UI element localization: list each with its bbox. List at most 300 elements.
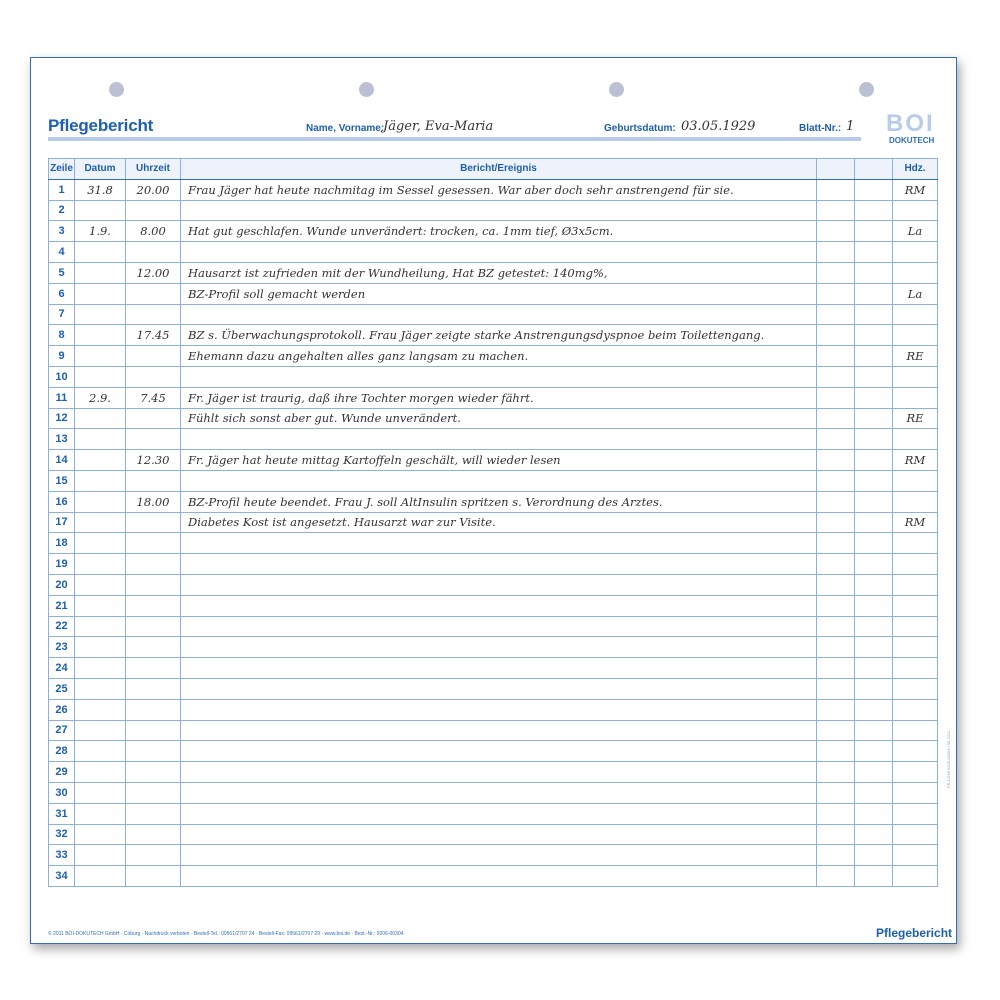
datum-cell <box>75 616 126 637</box>
punch-hole <box>609 82 624 97</box>
uhrzeit-cell: 17.45 <box>126 325 181 346</box>
bericht-cell <box>181 824 817 845</box>
zeile-cell: 22 <box>49 616 75 637</box>
extra-cell <box>817 720 855 741</box>
zeile-cell: 17 <box>49 512 75 533</box>
zeile-cell: 16 <box>49 491 75 512</box>
extra-cell <box>855 782 893 803</box>
vertical-print-code: PB-1/34B 9206-00304 / 09.2011 <box>946 730 951 788</box>
hdz-cell: La <box>893 283 938 304</box>
bericht-cell: Hausarzt ist zufrieden mit der Wundheilung, Hat BZ getestet: 140mg%, <box>181 262 817 283</box>
table-row <box>49 450 938 471</box>
uhrzeit-cell <box>126 699 181 720</box>
datum-cell: 31.8 <box>75 179 126 200</box>
uhrzeit-cell <box>126 845 181 866</box>
hdz-cell <box>893 782 938 803</box>
extra-cell <box>817 699 855 720</box>
logo-sub-text: DOKUTECH <box>889 136 935 145</box>
bericht-cell <box>181 637 817 658</box>
extra-cell <box>817 658 855 679</box>
table-row <box>49 304 938 325</box>
bericht-cell: Fr. Jäger ist traurig, daß ihre Tochter morgen wieder fährt. <box>181 387 817 408</box>
bericht-cell: BZ s. Überwachungsprotokoll. Frau Jäger zeigte starke Anstrengungsdyspnoe beim Toilettengang. <box>181 325 817 346</box>
uhrzeit-cell <box>126 470 181 491</box>
extra-cell <box>817 429 855 450</box>
datum-cell <box>75 678 126 699</box>
table-header-row <box>49 159 938 180</box>
uhrzeit-cell: 8.00 <box>126 221 181 242</box>
bericht-cell <box>181 720 817 741</box>
uhrzeit-cell: 12.30 <box>126 450 181 471</box>
table-row <box>49 408 938 429</box>
hdz-cell <box>893 803 938 824</box>
hdz-cell <box>893 678 938 699</box>
datum-cell <box>75 574 126 595</box>
extra-cell <box>855 554 893 575</box>
zeile-cell: 29 <box>49 762 75 783</box>
extra-cell <box>817 200 855 221</box>
extra-cell <box>855 762 893 783</box>
extra-cell <box>817 616 855 637</box>
uhrzeit-cell <box>126 304 181 325</box>
bericht-cell: BZ-Profil heute beendet. Frau J. soll AltInsulin spritzen s. Verordnung des Arztes. <box>181 491 817 512</box>
zeile-cell: 8 <box>49 325 75 346</box>
bericht-cell <box>181 699 817 720</box>
datum-cell <box>75 346 126 367</box>
uhrzeit-cell: 12.00 <box>126 262 181 283</box>
table-row <box>49 741 938 762</box>
extra-cell <box>817 866 855 887</box>
datum-cell <box>75 720 126 741</box>
datum-cell <box>75 512 126 533</box>
zeile-cell: 2 <box>49 200 75 221</box>
zeile-cell: 7 <box>49 304 75 325</box>
table-row <box>49 866 938 887</box>
header-band <box>48 137 861 141</box>
datum-cell <box>75 699 126 720</box>
datum-cell <box>75 429 126 450</box>
datum-cell <box>75 242 126 263</box>
hdz-cell <box>893 554 938 575</box>
extra-cell <box>817 762 855 783</box>
zeile-cell: 20 <box>49 574 75 595</box>
hdz-cell <box>893 866 938 887</box>
extra-cell <box>817 637 855 658</box>
boi-logo <box>886 112 946 148</box>
name-value: Jäger, Eva-Maria <box>383 119 494 134</box>
table-row <box>49 637 938 658</box>
extra-cell <box>817 408 855 429</box>
hdz-cell <box>893 845 938 866</box>
zeile-cell: 4 <box>49 242 75 263</box>
uhrzeit-cell <box>126 366 181 387</box>
bericht-cell <box>181 595 817 616</box>
uhrzeit-cell <box>126 595 181 616</box>
table-row <box>49 762 938 783</box>
uhrzeit-cell <box>126 283 181 304</box>
datum-cell: 2.9. <box>75 387 126 408</box>
extra-cell <box>855 845 893 866</box>
extra-cell <box>855 658 893 679</box>
datum-cell <box>75 866 126 887</box>
extra-cell <box>855 450 893 471</box>
zeile-cell: 30 <box>49 782 75 803</box>
table-row <box>49 429 938 450</box>
hdz-cell <box>893 658 938 679</box>
hdz-cell <box>893 824 938 845</box>
extra-cell <box>855 325 893 346</box>
uhrzeit-cell <box>126 574 181 595</box>
datum-cell <box>75 262 126 283</box>
extra-cell <box>855 720 893 741</box>
extra-cell <box>855 221 893 242</box>
table-row <box>49 470 938 491</box>
punch-hole <box>859 82 874 97</box>
hdz-cell <box>893 595 938 616</box>
extra-cell <box>855 741 893 762</box>
bericht-cell: Frau Jäger hat heute nachmitag im Sessel gesessen. War aber doch sehr anstrengend für sie. <box>181 179 817 200</box>
datum-cell <box>75 533 126 554</box>
hdz-cell: RM <box>893 512 938 533</box>
extra-cell <box>855 512 893 533</box>
extra-cell <box>817 262 855 283</box>
extra-cell <box>817 179 855 200</box>
extra-cell <box>817 387 855 408</box>
logo-main-text: BOI <box>886 110 935 137</box>
uhrzeit-cell <box>126 346 181 367</box>
col-header-zeile: Zeile <box>49 159 75 180</box>
table-row <box>49 595 938 616</box>
datum-cell <box>75 325 126 346</box>
datum-cell <box>75 366 126 387</box>
zeile-cell: 12 <box>49 408 75 429</box>
sheet-number-value: 1 <box>846 119 855 134</box>
zeile-cell: 27 <box>49 720 75 741</box>
extra-cell <box>817 470 855 491</box>
hdz-cell <box>893 262 938 283</box>
datum-cell <box>75 408 126 429</box>
zeile-cell: 6 <box>49 283 75 304</box>
uhrzeit-cell: 20.00 <box>126 179 181 200</box>
extra-cell <box>817 283 855 304</box>
table-row <box>49 262 938 283</box>
table-row <box>49 824 938 845</box>
extra-cell <box>817 678 855 699</box>
table-row <box>49 491 938 512</box>
zeile-cell: 31 <box>49 803 75 824</box>
extra-cell <box>817 741 855 762</box>
bericht-cell <box>181 366 817 387</box>
extra-cell <box>817 803 855 824</box>
extra-cell <box>817 554 855 575</box>
punch-hole <box>359 82 374 97</box>
uhrzeit-cell <box>126 637 181 658</box>
datum-cell <box>75 845 126 866</box>
table-row <box>49 574 938 595</box>
uhrzeit-cell <box>126 678 181 699</box>
col-header-extra2 <box>855 159 893 180</box>
uhrzeit-cell <box>126 782 181 803</box>
datum-cell <box>75 741 126 762</box>
hdz-cell <box>893 387 938 408</box>
datum-cell <box>75 803 126 824</box>
hdz-cell <box>893 616 938 637</box>
zeile-cell: 32 <box>49 824 75 845</box>
bericht-cell <box>181 200 817 221</box>
bericht-cell <box>181 242 817 263</box>
datum-cell: 1.9. <box>75 221 126 242</box>
datum-cell <box>75 595 126 616</box>
zeile-cell: 19 <box>49 554 75 575</box>
bericht-cell <box>181 782 817 803</box>
extra-cell <box>817 304 855 325</box>
hdz-cell <box>893 200 938 221</box>
zeile-cell: 21 <box>49 595 75 616</box>
hdz-cell <box>893 325 938 346</box>
uhrzeit-cell <box>126 762 181 783</box>
extra-cell <box>855 533 893 554</box>
extra-cell <box>855 470 893 491</box>
pflegebericht-sheet <box>30 57 957 944</box>
table-row <box>49 200 938 221</box>
extra-cell <box>855 616 893 637</box>
table-row <box>49 720 938 741</box>
col-header-hdz: Hdz. <box>893 159 938 180</box>
extra-cell <box>855 242 893 263</box>
zeile-cell: 13 <box>49 429 75 450</box>
uhrzeit-cell <box>126 616 181 637</box>
table-row <box>49 283 938 304</box>
hdz-cell: RM <box>893 450 938 471</box>
extra-cell <box>855 699 893 720</box>
extra-cell <box>855 262 893 283</box>
hdz-cell <box>893 429 938 450</box>
uhrzeit-cell: 18.00 <box>126 491 181 512</box>
footer-title: Pflegebericht <box>876 926 953 940</box>
bericht-cell <box>181 866 817 887</box>
zeile-cell: 10 <box>49 366 75 387</box>
table-row <box>49 533 938 554</box>
extra-cell <box>817 512 855 533</box>
bericht-cell: Hat gut geschlafen. Wunde unverändert: trocken, ca. 1mm tief, Ø3x5cm. <box>181 221 817 242</box>
extra-cell <box>817 491 855 512</box>
datum-cell <box>75 470 126 491</box>
extra-cell <box>817 450 855 471</box>
hdz-cell <box>893 699 938 720</box>
datum-cell <box>75 283 126 304</box>
bericht-cell <box>181 574 817 595</box>
bericht-cell: Fr. Jäger hat heute mittag Kartoffeln geschält, will wieder lesen <box>181 450 817 471</box>
extra-cell <box>855 866 893 887</box>
uhrzeit-cell <box>126 658 181 679</box>
footer-copyright: © 2011 BOI-DOKUTECH GmbH · Coburg · Nachdruck verboten · Bestell-Tel.: 09561/2707 24 · Bestell-Fax: 09561/2707 29 · www.boi.de · Best.-Nr.: 9206-00304 <box>48 931 404 937</box>
hdz-cell <box>893 741 938 762</box>
extra-cell <box>855 179 893 200</box>
uhrzeit-cell <box>126 554 181 575</box>
hdz-cell: RM <box>893 179 938 200</box>
bericht-cell: Diabetes Kost ist angesetzt. Hausarzt war zur Visite. <box>181 512 817 533</box>
uhrzeit-cell <box>126 429 181 450</box>
datum-cell <box>75 200 126 221</box>
table-row <box>49 616 938 637</box>
extra-cell <box>855 429 893 450</box>
extra-cell <box>855 283 893 304</box>
datum-cell <box>75 762 126 783</box>
datum-cell <box>75 637 126 658</box>
hdz-cell <box>893 637 938 658</box>
extra-cell <box>817 346 855 367</box>
bericht-cell <box>181 678 817 699</box>
bericht-cell <box>181 533 817 554</box>
extra-cell <box>855 346 893 367</box>
extra-cell <box>817 574 855 595</box>
bericht-cell <box>181 762 817 783</box>
table-row <box>49 658 938 679</box>
hdz-cell <box>893 574 938 595</box>
extra-cell <box>855 200 893 221</box>
table-row <box>49 678 938 699</box>
bericht-cell: BZ-Profil soll gemacht werden <box>181 283 817 304</box>
table-row <box>49 179 938 200</box>
bericht-cell <box>181 470 817 491</box>
bericht-cell <box>181 554 817 575</box>
extra-cell <box>855 678 893 699</box>
extra-cell <box>855 803 893 824</box>
table-row <box>49 803 938 824</box>
table-row <box>49 346 938 367</box>
extra-cell <box>855 304 893 325</box>
table-row <box>49 387 938 408</box>
zeile-cell: 33 <box>49 845 75 866</box>
bericht-cell <box>181 616 817 637</box>
col-header-datum: Datum <box>75 159 126 180</box>
table-row <box>49 366 938 387</box>
extra-cell <box>817 845 855 866</box>
uhrzeit-cell <box>126 200 181 221</box>
punch-hole <box>109 82 124 97</box>
table-row <box>49 221 938 242</box>
extra-cell <box>817 595 855 616</box>
bericht-cell: Ehemann dazu angehalten alles ganz langsam zu machen. <box>181 346 817 367</box>
birth-label: Geburtsdatum: <box>604 123 676 134</box>
extra-cell <box>855 408 893 429</box>
hdz-cell <box>893 242 938 263</box>
zeile-cell: 23 <box>49 637 75 658</box>
table-row <box>49 554 938 575</box>
zeile-cell: 24 <box>49 658 75 679</box>
uhrzeit-cell <box>126 512 181 533</box>
table-row <box>49 845 938 866</box>
hdz-cell <box>893 366 938 387</box>
extra-cell <box>817 325 855 346</box>
col-header-bericht: Bericht/Ereignis <box>181 159 817 180</box>
uhrzeit-cell <box>126 408 181 429</box>
hdz-cell: RE <box>893 408 938 429</box>
hdz-cell <box>893 720 938 741</box>
extra-cell <box>817 242 855 263</box>
datum-cell <box>75 824 126 845</box>
extra-cell <box>855 491 893 512</box>
extra-cell <box>855 595 893 616</box>
zeile-cell: 15 <box>49 470 75 491</box>
name-label: Name, Vorname: <box>306 123 385 134</box>
extra-cell <box>817 221 855 242</box>
zeile-cell: 9 <box>49 346 75 367</box>
zeile-cell: 11 <box>49 387 75 408</box>
bericht-cell <box>181 803 817 824</box>
uhrzeit-cell <box>126 741 181 762</box>
extra-cell <box>855 637 893 658</box>
datum-cell <box>75 658 126 679</box>
datum-cell <box>75 491 126 512</box>
uhrzeit-cell <box>126 866 181 887</box>
zeile-cell: 1 <box>49 179 75 200</box>
col-header-uhrzeit: Uhrzeit <box>126 159 181 180</box>
extra-cell <box>855 387 893 408</box>
hdz-cell: RE <box>893 346 938 367</box>
table-row <box>49 512 938 533</box>
datum-cell <box>75 782 126 803</box>
extra-cell <box>855 574 893 595</box>
bericht-cell <box>181 845 817 866</box>
hdz-cell <box>893 470 938 491</box>
bericht-cell <box>181 741 817 762</box>
zeile-cell: 28 <box>49 741 75 762</box>
document-title: Pflegebericht <box>48 116 154 135</box>
col-header-extra1 <box>817 159 855 180</box>
table-row <box>49 782 938 803</box>
table-row <box>49 242 938 263</box>
report-table <box>48 158 938 887</box>
bericht-cell <box>181 658 817 679</box>
datum-cell <box>75 304 126 325</box>
hdz-cell <box>893 762 938 783</box>
datum-cell <box>75 554 126 575</box>
uhrzeit-cell <box>126 242 181 263</box>
hdz-cell <box>893 304 938 325</box>
datum-cell <box>75 450 126 471</box>
zeile-cell: 34 <box>49 866 75 887</box>
zeile-cell: 5 <box>49 262 75 283</box>
extra-cell <box>855 824 893 845</box>
bericht-cell <box>181 304 817 325</box>
uhrzeit-cell <box>126 803 181 824</box>
uhrzeit-cell <box>126 720 181 741</box>
zeile-cell: 26 <box>49 699 75 720</box>
hdz-cell: La <box>893 221 938 242</box>
zeile-cell: 14 <box>49 450 75 471</box>
uhrzeit-cell <box>126 533 181 554</box>
extra-cell <box>817 533 855 554</box>
bericht-cell: Fühlt sich sonst aber gut. Wunde unverändert. <box>181 408 817 429</box>
sheet-number-label: Blatt-Nr.: <box>799 123 842 134</box>
uhrzeit-cell <box>126 824 181 845</box>
extra-cell <box>855 366 893 387</box>
zeile-cell: 25 <box>49 678 75 699</box>
bericht-cell <box>181 429 817 450</box>
extra-cell <box>817 366 855 387</box>
uhrzeit-cell: 7.45 <box>126 387 181 408</box>
zeile-cell: 3 <box>49 221 75 242</box>
birth-value: 03.05.1929 <box>681 119 756 134</box>
table-row <box>49 325 938 346</box>
hdz-cell <box>893 533 938 554</box>
extra-cell <box>817 824 855 845</box>
extra-cell <box>817 782 855 803</box>
hdz-cell <box>893 491 938 512</box>
table-row <box>49 699 938 720</box>
zeile-cell: 18 <box>49 533 75 554</box>
